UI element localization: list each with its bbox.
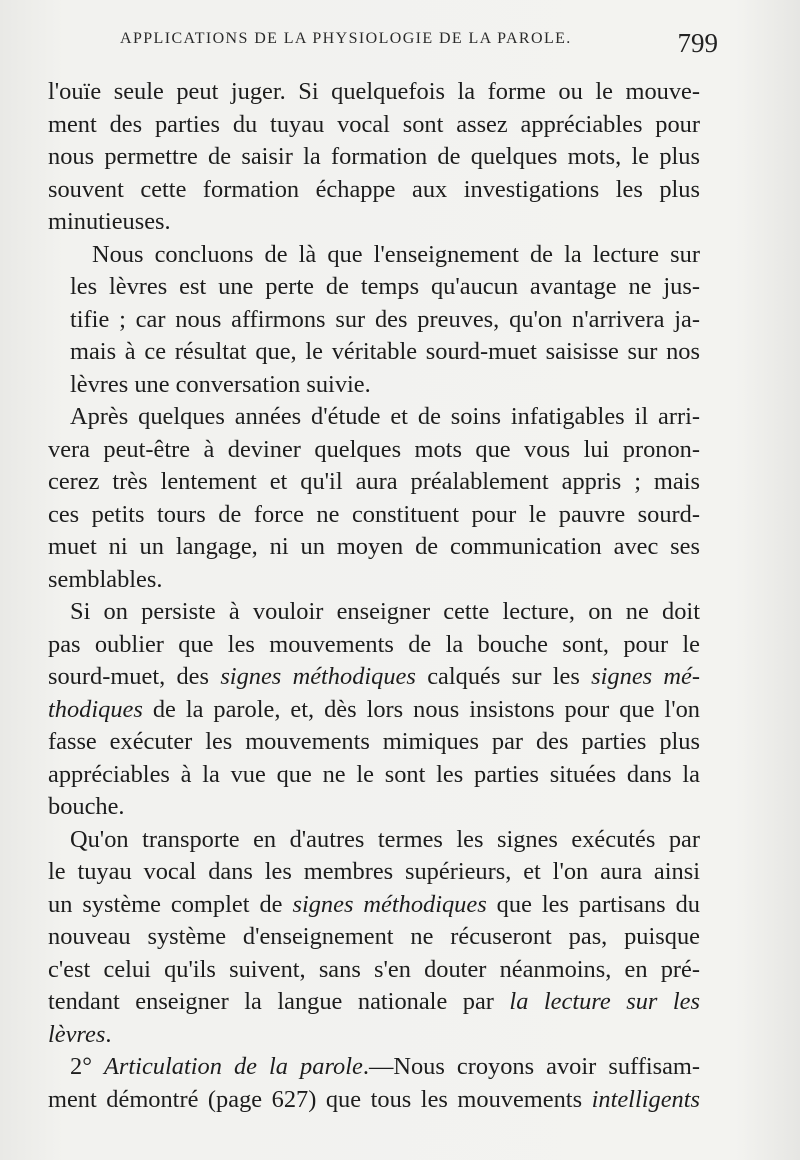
page-number: 799 <box>677 28 718 58</box>
section-heading-italic: Articulation de la parole <box>104 1053 363 1080</box>
text-run: 2° <box>70 1053 105 1080</box>
text-line: ces petits tours de force ne constituent pour le pauvre sourd- <box>48 500 700 528</box>
text-line: appréciables à la vue que ne le sont les parties situées dans la <box>48 760 700 788</box>
text-line: vera peut-être à deviner quelques mots que vous lui pronon- <box>48 435 700 463</box>
text-line: nouveau système d'enseignement ne récuseront pas, puisque <box>48 923 700 950</box>
text-line: ment des parties du tuyau vocal sont assez appréciables pour <box>48 110 700 138</box>
text-line <box>48 1051 700 1084</box>
text-run: de la parole, et, dès lors nous insistons pour que l'on <box>142 695 700 723</box>
text-line <box>48 694 700 727</box>
text-line <box>48 889 700 922</box>
text-line: Après quelques années d'étude et de soins infatigables il arri- <box>70 403 700 430</box>
text-line: c'est celui qu'ils suivent, sans s'en douter néanmoins, en pré- <box>48 955 700 983</box>
text-line: mais à ce résultat que, le véritable sourd-muet saisisse sur nos <box>70 338 700 365</box>
text-run: sourd-muet, des <box>48 663 221 690</box>
text-line: pas oublier que les mouvements de la bouche sont, pour le <box>48 630 700 658</box>
paragraph-6 <box>48 1051 700 1116</box>
page-header <box>48 28 718 66</box>
text-line: tifie ; car nous affirmons sur des preuves, qu'on n'arrivera ja- <box>70 305 700 333</box>
text-line <box>48 1019 700 1052</box>
text-line <box>48 1084 700 1117</box>
italic-term: signes méthodiques <box>220 663 416 690</box>
text-line: l'ouïe seule peut juger. Si quelquefois la forme ou le mouve- <box>48 78 700 105</box>
paragraph-4 <box>48 596 700 824</box>
text-line: lèvres une conversation suivie. <box>70 370 371 398</box>
text-line: semblables. <box>48 565 163 593</box>
text-line: bouche. <box>48 793 125 820</box>
italic-term: la lecture sur les <box>509 988 700 1015</box>
text-run: que les partisans du <box>486 890 700 918</box>
text-line: muet ni un langage, ni un moyen de communication avec ses <box>48 533 700 560</box>
text-line: Nous concluons de là que l'enseignement de la lecture sur <box>92 240 700 268</box>
paragraph-3 <box>48 401 700 596</box>
text-line: souvent cette formation échappe aux investigations les plus <box>48 175 700 203</box>
text-line: nous permettre de saisir la formation de quelques mots, le plus <box>48 143 700 170</box>
italic-term: thodiques <box>48 695 143 723</box>
italic-term: intelligents <box>591 1085 700 1113</box>
text-run: ment démontré (page 627) que tous les mouvements <box>48 1085 592 1113</box>
paragraph-1 <box>48 76 700 239</box>
text-line: le tuyau vocal dans les membres supérieurs, et l'on aura ainsi <box>48 858 700 885</box>
body-text <box>48 76 700 1116</box>
text-run: .—Nous croyons avoir suffisam- <box>362 1053 701 1080</box>
italic-term: lèvres <box>48 1020 106 1048</box>
paragraph-2 <box>48 239 700 402</box>
running-head: APPLICATIONS DE LA PHYSIOLOGIE DE LA PAROLE. <box>120 30 572 47</box>
italic-term: signes méthodiques <box>292 890 487 918</box>
text-run: . <box>105 1020 112 1048</box>
text-line: minutieuses. <box>48 208 171 235</box>
text-line <box>48 986 700 1019</box>
text-line: les lèvres est une perte de temps qu'aucun avantage ne jus- <box>70 273 700 300</box>
paragraph-5 <box>48 824 700 1052</box>
text-line: Qu'on transporte en d'autres termes les signes exécutés par <box>70 825 700 853</box>
text-line: cerez très lentement et qu'il aura préalablement appris ; mais <box>48 468 700 495</box>
text-run: un système complet de <box>48 890 293 918</box>
text-line: fasse exécuter les mouvements mimiques par des parties plus <box>48 728 700 755</box>
text-line <box>48 661 700 694</box>
italic-term: signes mé- <box>591 663 700 690</box>
text-run: calqués sur les <box>415 663 592 690</box>
text-run: tendant enseigner la langue nationale par <box>48 988 510 1015</box>
text-line: Si on persiste à vouloir enseigner cette lecture, on ne doit <box>70 598 700 625</box>
